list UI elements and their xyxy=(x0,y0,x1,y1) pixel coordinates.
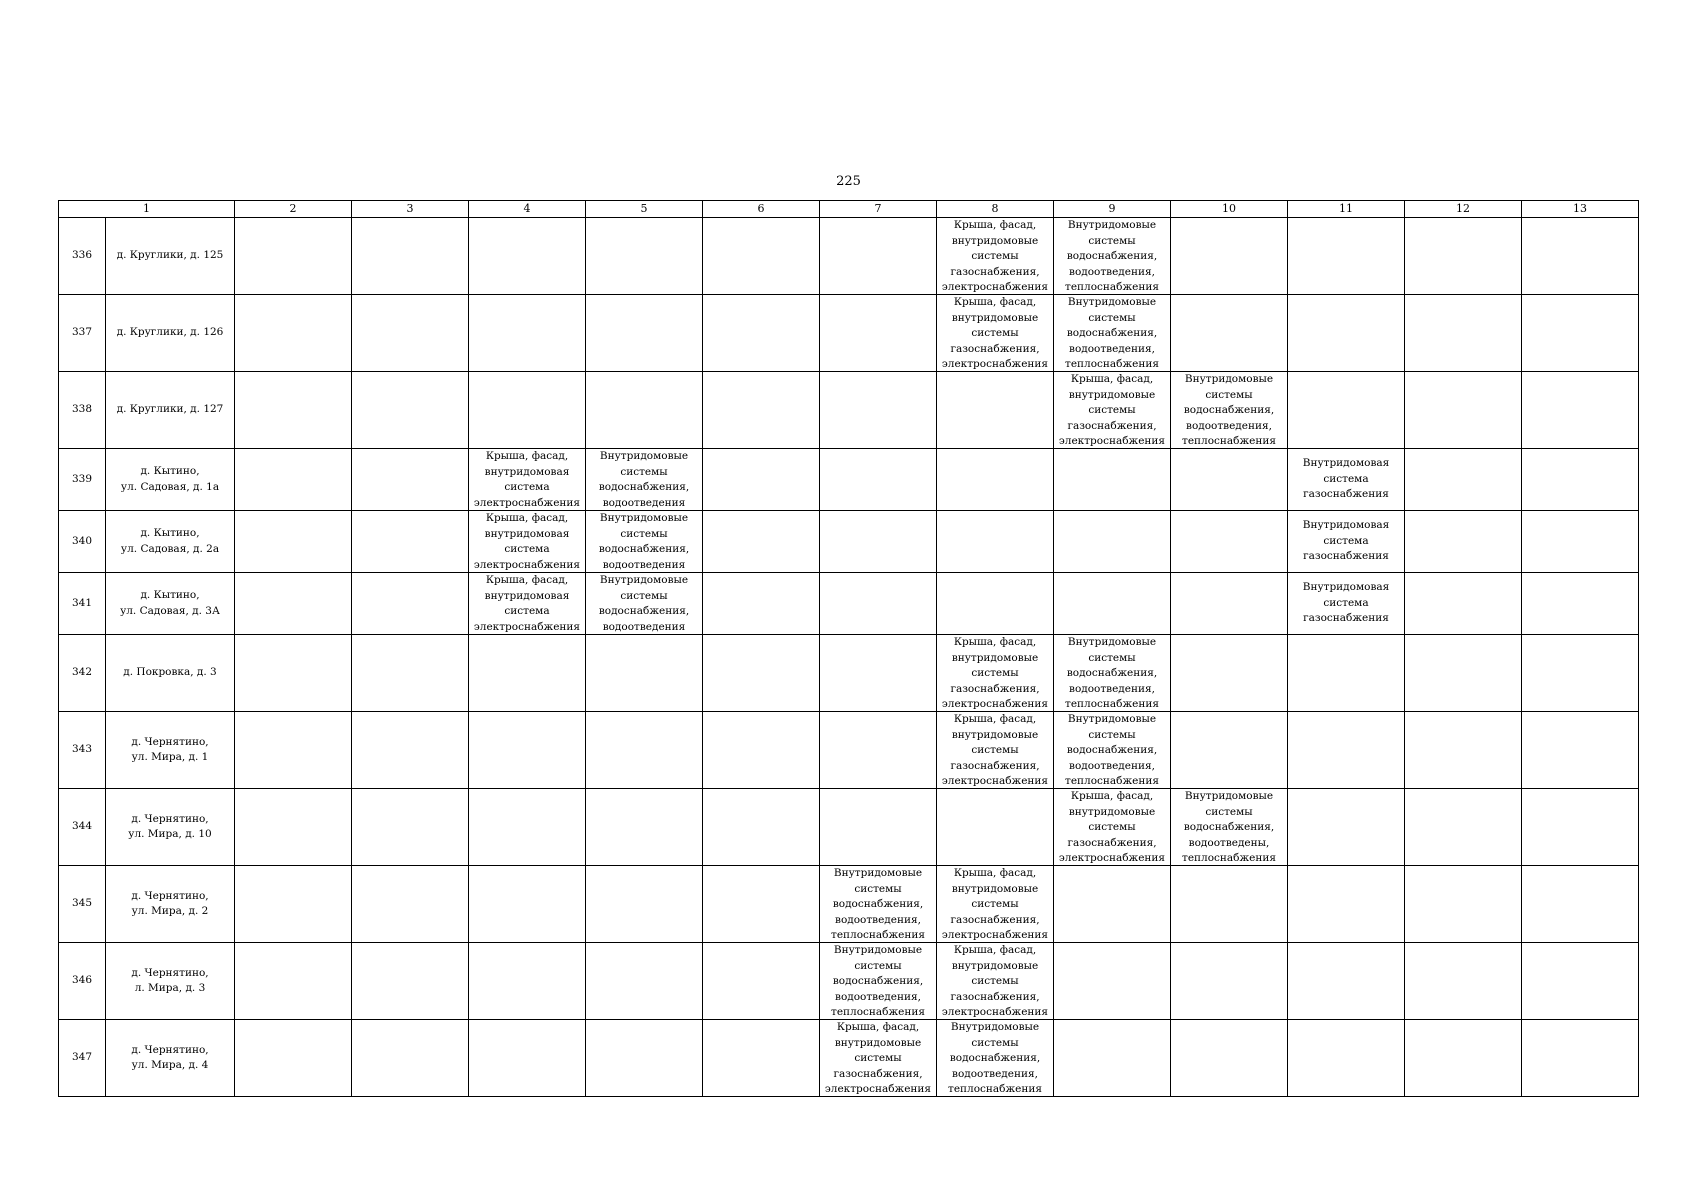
work-cell-col-8 xyxy=(937,866,1054,943)
work-cell-col-13 xyxy=(1522,573,1639,635)
work-cell-col-5 xyxy=(586,1020,703,1097)
table-row xyxy=(59,943,1639,1020)
row-number: 347 xyxy=(59,1020,106,1097)
work-description: Крыша, фасад, внутридомовые системы газоснабжения, электроснабжения xyxy=(1058,373,1166,447)
column-header: 13 xyxy=(1522,201,1639,218)
work-description: Внутридомовые системы водоснабжения, водоотведения, теплоснабжения xyxy=(948,1021,1042,1095)
table-row xyxy=(59,573,1639,635)
work-cell-col-8 xyxy=(937,295,1054,372)
work-cell-col-3 xyxy=(352,635,469,712)
work-cell-col-7 xyxy=(820,449,937,511)
work-description: Крыша, фасад, внутридомовые системы газоснабжения, электроснабжения xyxy=(941,867,1049,941)
table-row xyxy=(59,295,1639,372)
table-row xyxy=(59,372,1639,449)
work-description: Внутридомовые системы водоснабжения, водоотведения, теплоснабжения xyxy=(831,944,925,1018)
work-cell-col-8 xyxy=(937,635,1054,712)
work-cell-col-5 xyxy=(586,943,703,1020)
work-cell-col-11 xyxy=(1288,511,1405,573)
work-cell-col-12 xyxy=(1405,295,1522,372)
work-cell-col-10 xyxy=(1171,511,1288,573)
table-row xyxy=(59,1020,1639,1097)
work-cell-col-4 xyxy=(469,789,586,866)
work-cell-col-9 xyxy=(1054,943,1171,1020)
column-header: 6 xyxy=(703,201,820,218)
work-cell-col-2 xyxy=(235,866,352,943)
work-cell-col-4 xyxy=(469,1020,586,1097)
table-row xyxy=(59,511,1639,573)
work-cell-col-8 xyxy=(937,1020,1054,1097)
row-number: 344 xyxy=(59,789,106,866)
work-cell-col-10 xyxy=(1171,635,1288,712)
work-cell-col-11 xyxy=(1288,372,1405,449)
column-header: 4 xyxy=(469,201,586,218)
work-cell-col-7 xyxy=(820,1020,937,1097)
work-cell-col-13 xyxy=(1522,1020,1639,1097)
work-cell-col-2 xyxy=(235,943,352,1020)
work-cell-col-5 xyxy=(586,511,703,573)
work-cell-col-6 xyxy=(703,295,820,372)
work-description: Крыша, фасад, внутридомовые системы газоснабжения, электроснабжения xyxy=(941,296,1049,370)
work-cell-col-5 xyxy=(586,789,703,866)
work-cell-col-10 xyxy=(1171,712,1288,789)
work-cell-col-6 xyxy=(703,449,820,511)
row-number: 343 xyxy=(59,712,106,789)
work-cell-col-4 xyxy=(469,635,586,712)
address-cell: д. Чернятино, ул. Мира, д. 1 xyxy=(106,712,235,789)
work-cell-col-4 xyxy=(469,449,586,511)
table-row xyxy=(59,789,1639,866)
work-description: Внутридомовые системы водоснабжения, водоотведения, теплоснабжения xyxy=(831,867,925,941)
work-cell-col-10 xyxy=(1171,573,1288,635)
row-number: 345 xyxy=(59,866,106,943)
column-header: 8 xyxy=(937,201,1054,218)
row-number: 346 xyxy=(59,943,106,1020)
work-description: Внутридомовые системы водоснабжения, водоотведения xyxy=(598,512,690,571)
work-cell-col-5 xyxy=(586,372,703,449)
work-cell-col-3 xyxy=(352,943,469,1020)
work-cell-col-8 xyxy=(937,449,1054,511)
work-cell-col-13 xyxy=(1522,449,1639,511)
work-cell-col-9 xyxy=(1054,573,1171,635)
table-row xyxy=(59,449,1639,511)
work-cell-col-9 xyxy=(1054,866,1171,943)
work-cell-col-9 xyxy=(1054,372,1171,449)
work-cell-col-5 xyxy=(586,449,703,511)
work-cell-col-7 xyxy=(820,511,937,573)
address-cell: д. Кытино, ул. Садовая, д. 3А xyxy=(106,573,235,635)
work-cell-col-4 xyxy=(469,943,586,1020)
work-description: Крыша, фасад, внутридомовая система электроснабжения xyxy=(473,574,581,633)
work-cell-col-9 xyxy=(1054,449,1171,511)
work-cell-col-6 xyxy=(703,1020,820,1097)
work-cell-col-2 xyxy=(235,449,352,511)
work-cell-col-10 xyxy=(1171,866,1288,943)
work-cell-col-9 xyxy=(1054,511,1171,573)
address-cell: д. Покровка, д. 3 xyxy=(106,635,235,712)
column-header: 2 xyxy=(235,201,352,218)
work-description: Крыша, фасад, внутридомовые системы газоснабжения, электроснабжения xyxy=(941,944,1049,1018)
work-cell-col-10 xyxy=(1171,372,1288,449)
work-cell-col-4 xyxy=(469,712,586,789)
work-description: Внутридомовые системы водоснабжения, водоотведения xyxy=(598,450,690,509)
work-cell-col-12 xyxy=(1405,789,1522,866)
work-description: Крыша, фасад, внутридомовые системы газоснабжения, электроснабжения xyxy=(941,219,1049,293)
work-cell-col-11 xyxy=(1288,295,1405,372)
work-cell-col-11 xyxy=(1288,573,1405,635)
address-cell: д. Чернятино, л. Мира, д. 3 xyxy=(106,943,235,1020)
work-cell-col-2 xyxy=(235,218,352,295)
work-cell-col-13 xyxy=(1522,372,1639,449)
row-number: 336 xyxy=(59,218,106,295)
work-cell-col-3 xyxy=(352,372,469,449)
work-cell-col-13 xyxy=(1522,712,1639,789)
work-cell-col-7 xyxy=(820,943,937,1020)
row-number: 339 xyxy=(59,449,106,511)
work-description: Крыша, фасад, внутридомовые системы газоснабжения, электроснабжения xyxy=(941,713,1049,787)
work-cell-col-11 xyxy=(1288,712,1405,789)
work-cell-col-4 xyxy=(469,511,586,573)
work-cell-col-13 xyxy=(1522,218,1639,295)
work-cell-col-5 xyxy=(586,712,703,789)
work-cell-col-9 xyxy=(1054,218,1171,295)
work-description: Внутридомовая система газоснабжения xyxy=(1302,519,1390,563)
work-cell-col-13 xyxy=(1522,866,1639,943)
work-cell-col-11 xyxy=(1288,635,1405,712)
work-cell-col-12 xyxy=(1405,1020,1522,1097)
work-cell-col-3 xyxy=(352,712,469,789)
work-cell-col-11 xyxy=(1288,1020,1405,1097)
table-header xyxy=(59,201,1639,218)
row-number: 340 xyxy=(59,511,106,573)
column-header: 3 xyxy=(352,201,469,218)
work-cell-col-12 xyxy=(1405,449,1522,511)
work-cell-col-13 xyxy=(1522,635,1639,712)
work-cell-col-3 xyxy=(352,295,469,372)
work-cell-col-7 xyxy=(820,866,937,943)
work-cell-col-6 xyxy=(703,372,820,449)
work-cell-col-6 xyxy=(703,635,820,712)
work-cell-col-11 xyxy=(1288,218,1405,295)
address-cell: д. Круглики, д. 127 xyxy=(106,372,235,449)
work-cell-col-12 xyxy=(1405,573,1522,635)
work-description: Внутридомовые системы водоснабжения, водоотведения, теплоснабжения xyxy=(1065,713,1159,787)
work-cell-col-2 xyxy=(235,573,352,635)
work-cell-col-5 xyxy=(586,573,703,635)
work-cell-col-8 xyxy=(937,789,1054,866)
work-cell-col-11 xyxy=(1288,789,1405,866)
work-cell-col-6 xyxy=(703,218,820,295)
work-cell-col-2 xyxy=(235,1020,352,1097)
work-cell-col-9 xyxy=(1054,789,1171,866)
work-cell-col-2 xyxy=(235,295,352,372)
address-cell: д. Кытино, ул. Садовая, д. 1а xyxy=(106,449,235,511)
table-row xyxy=(59,635,1639,712)
work-cell-col-13 xyxy=(1522,789,1639,866)
table-row xyxy=(59,712,1639,789)
column-header: 1 xyxy=(59,201,235,218)
work-cell-col-4 xyxy=(469,218,586,295)
work-cell-col-8 xyxy=(937,372,1054,449)
repair-schedule-table xyxy=(58,200,1639,1097)
work-cell-col-6 xyxy=(703,511,820,573)
column-header: 9 xyxy=(1054,201,1171,218)
work-description: Внутридомовые системы водоснабжения, водоотведения, теплоснабжения xyxy=(1065,296,1159,370)
work-cell-col-6 xyxy=(703,943,820,1020)
address-cell: д. Круглики, д. 126 xyxy=(106,295,235,372)
work-cell-col-4 xyxy=(469,573,586,635)
work-cell-col-4 xyxy=(469,372,586,449)
work-description: Внутридомовые системы водоснабжения, водоотведения xyxy=(598,574,690,633)
row-number: 338 xyxy=(59,372,106,449)
work-cell-col-3 xyxy=(352,1020,469,1097)
work-cell-col-10 xyxy=(1171,1020,1288,1097)
address-cell: д. Круглики, д. 125 xyxy=(106,218,235,295)
work-cell-col-13 xyxy=(1522,511,1639,573)
work-cell-col-7 xyxy=(820,573,937,635)
work-cell-col-6 xyxy=(703,866,820,943)
work-cell-col-7 xyxy=(820,712,937,789)
work-cell-col-12 xyxy=(1405,511,1522,573)
work-cell-col-3 xyxy=(352,573,469,635)
work-cell-col-3 xyxy=(352,866,469,943)
work-description: Внутридомовые системы водоснабжения, водоотведения, теплоснабжения xyxy=(1065,219,1159,293)
work-description: Внутридомовая система газоснабжения xyxy=(1302,457,1390,501)
work-description: Крыша, фасад, внутридомовая система электроснабжения xyxy=(473,450,581,509)
work-cell-col-8 xyxy=(937,511,1054,573)
work-cell-col-2 xyxy=(235,712,352,789)
work-cell-col-6 xyxy=(703,712,820,789)
work-cell-col-11 xyxy=(1288,449,1405,511)
work-cell-col-10 xyxy=(1171,789,1288,866)
work-cell-col-8 xyxy=(937,573,1054,635)
work-cell-col-2 xyxy=(235,372,352,449)
work-cell-col-4 xyxy=(469,295,586,372)
work-cell-col-8 xyxy=(937,943,1054,1020)
column-number-row xyxy=(59,201,1639,218)
row-number: 342 xyxy=(59,635,106,712)
work-cell-col-3 xyxy=(352,789,469,866)
work-cell-col-12 xyxy=(1405,635,1522,712)
work-cell-col-8 xyxy=(937,218,1054,295)
work-cell-col-3 xyxy=(352,218,469,295)
column-header: 7 xyxy=(820,201,937,218)
table-body xyxy=(59,218,1639,1097)
work-cell-col-7 xyxy=(820,789,937,866)
work-cell-col-2 xyxy=(235,789,352,866)
column-header: 12 xyxy=(1405,201,1522,218)
work-cell-col-7 xyxy=(820,372,937,449)
address-cell: д. Чернятино, ул. Мира, д. 2 xyxy=(106,866,235,943)
work-cell-col-12 xyxy=(1405,866,1522,943)
work-cell-col-9 xyxy=(1054,712,1171,789)
work-cell-col-3 xyxy=(352,511,469,573)
work-cell-col-5 xyxy=(586,866,703,943)
work-cell-col-8 xyxy=(937,712,1054,789)
work-cell-col-10 xyxy=(1171,295,1288,372)
address-cell: д. Чернятино, ул. Мира, д. 10 xyxy=(106,789,235,866)
work-cell-col-10 xyxy=(1171,449,1288,511)
work-cell-col-12 xyxy=(1405,712,1522,789)
work-cell-col-4 xyxy=(469,866,586,943)
page-number: 225 xyxy=(836,174,861,189)
work-cell-col-13 xyxy=(1522,295,1639,372)
address-cell: д. Чернятино, ул. Мира, д. 4 xyxy=(106,1020,235,1097)
work-cell-col-3 xyxy=(352,449,469,511)
work-cell-col-9 xyxy=(1054,295,1171,372)
work-cell-col-9 xyxy=(1054,635,1171,712)
table-row xyxy=(59,866,1639,943)
work-cell-col-7 xyxy=(820,218,937,295)
work-cell-col-6 xyxy=(703,573,820,635)
work-cell-col-5 xyxy=(586,295,703,372)
work-cell-col-5 xyxy=(586,218,703,295)
work-cell-col-10 xyxy=(1171,218,1288,295)
column-header: 5 xyxy=(586,201,703,218)
work-cell-col-13 xyxy=(1522,943,1639,1020)
work-description: Крыша, фасад, внутридомовые системы газоснабжения, электроснабжения xyxy=(1058,790,1166,864)
work-description: Внутридомовая система газоснабжения xyxy=(1302,581,1390,625)
work-description: Внутридомовые системы водоснабжения, водоотведения, теплоснабжения xyxy=(1065,636,1159,710)
work-cell-col-7 xyxy=(820,295,937,372)
work-cell-col-2 xyxy=(235,511,352,573)
work-cell-col-12 xyxy=(1405,218,1522,295)
work-cell-col-11 xyxy=(1288,866,1405,943)
work-description: Крыша, фасад, внутридомовые системы газоснабжения, электроснабжения xyxy=(941,636,1049,710)
work-cell-col-10 xyxy=(1171,943,1288,1020)
work-cell-col-9 xyxy=(1054,1020,1171,1097)
work-cell-col-12 xyxy=(1405,943,1522,1020)
column-header: 11 xyxy=(1288,201,1405,218)
work-description: Крыша, фасад, внутридомовые системы газоснабжения, электроснабжения xyxy=(824,1021,932,1095)
work-description: Внутридомовые системы водоснабжения, водоотведены, теплоснабжения xyxy=(1182,790,1276,864)
work-description: Крыша, фасад, внутридомовая система электроснабжения xyxy=(473,512,581,571)
work-cell-col-12 xyxy=(1405,372,1522,449)
row-number: 341 xyxy=(59,573,106,635)
work-description: Внутридомовые системы водоснабжения, водоотведения, теплоснабжения xyxy=(1182,373,1276,447)
row-number: 337 xyxy=(59,295,106,372)
work-cell-col-7 xyxy=(820,635,937,712)
work-cell-col-6 xyxy=(703,789,820,866)
table-row xyxy=(59,218,1639,295)
work-cell-col-5 xyxy=(586,635,703,712)
column-header: 10 xyxy=(1171,201,1288,218)
work-cell-col-2 xyxy=(235,635,352,712)
work-cell-col-11 xyxy=(1288,943,1405,1020)
address-cell: д. Кытино, ул. Садовая, д. 2а xyxy=(106,511,235,573)
